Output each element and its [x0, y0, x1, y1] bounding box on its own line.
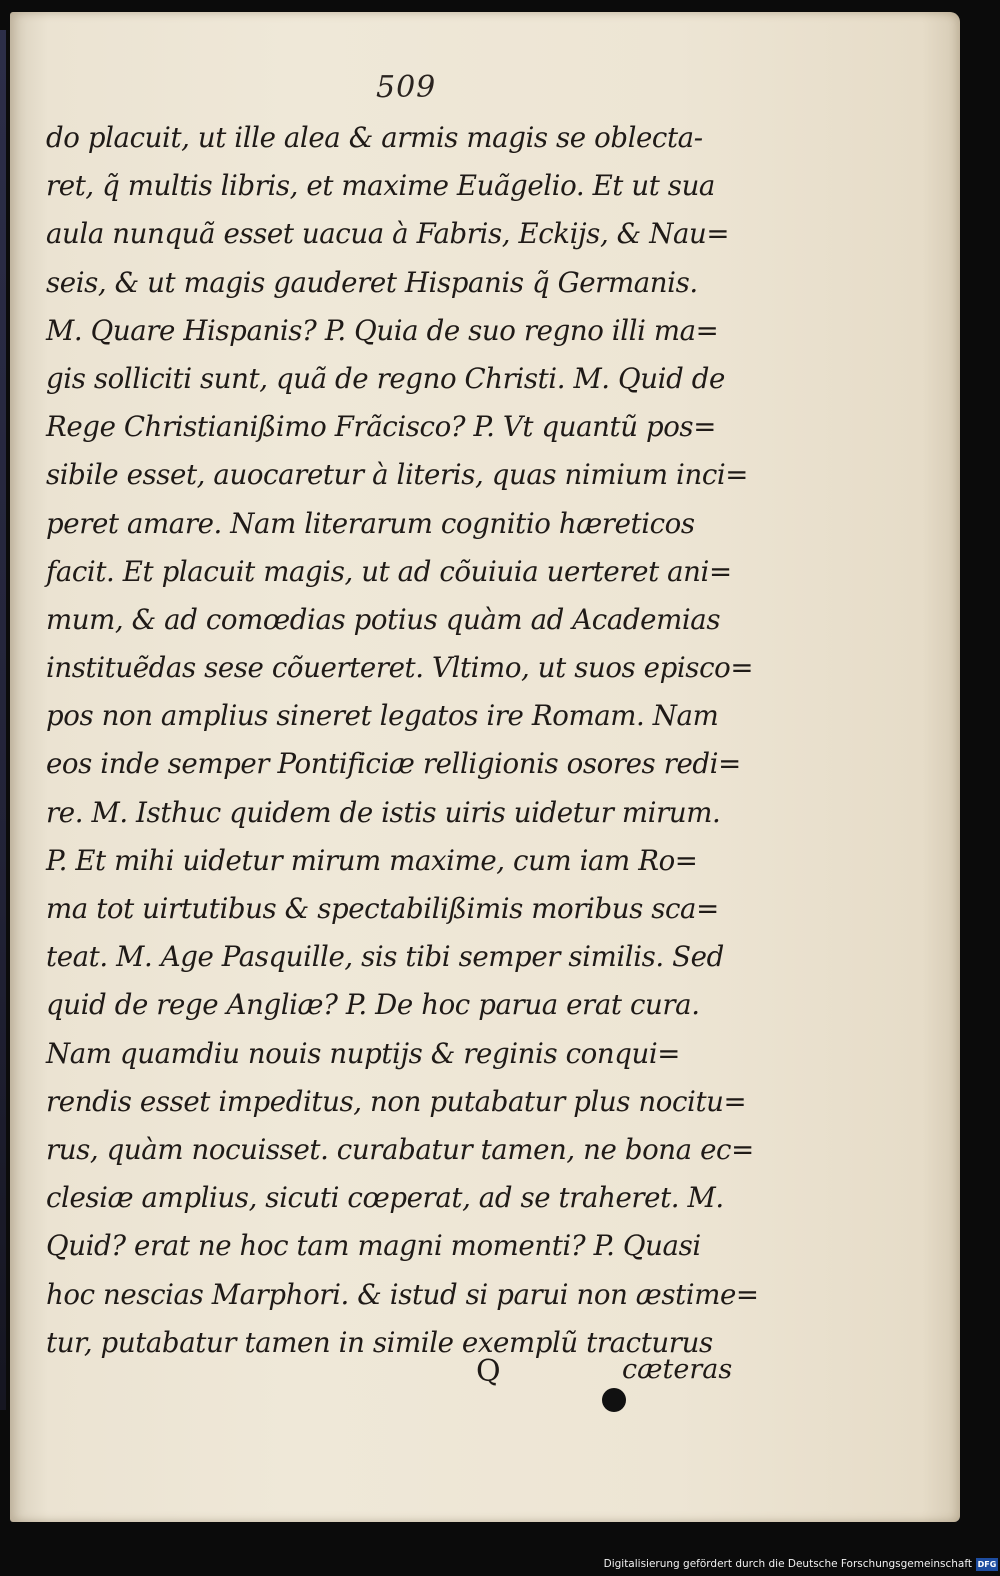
signature-mark: Q	[476, 1354, 501, 1389]
text-line: facit. Et placuit magis, ut ad cõuiuia uerteret ani=	[46, 554, 732, 588]
text-line: sibile esset, auocaretur à literis, quas nimium inci=	[46, 458, 749, 492]
text-line: aula nunquã esset uacua à Fabris, Eckijs, & Nau=	[46, 217, 730, 251]
text-line: M. Quare Hispanis? P. Quia de suo regno illi ma=	[46, 313, 719, 347]
text-line: clesiæ amplius, sicuti cœperat, ad se traheret. M.	[46, 1181, 724, 1215]
text-line: rus, quàm nocuisset. curabatur tamen, ne bona ec=	[46, 1132, 754, 1166]
digitization-credit: Digitalisierung gefördert durch die Deutsche Forschungsgemeinschaft	[603, 1558, 972, 1570]
ink-blot	[602, 1388, 626, 1412]
text-line: teat. M. Age Pasquille, sis tibi semper similis. Sed	[46, 940, 724, 974]
text-line: hoc nescias Marphori. & istud si parui non æstime=	[46, 1277, 759, 1311]
book-page	[10, 12, 960, 1522]
text-line: peret amare. Nam literarum cognitio hæreticos	[46, 506, 695, 540]
text-line: mum, & ad comœdias potius quàm ad Academias	[46, 602, 721, 636]
text-line: Nam quamdiu nouis nuptijs & reginis conqui=	[46, 1036, 681, 1070]
text-line: pos non amplius sineret legatos ire Romam. Nam	[46, 699, 719, 733]
text-line: P. Et mihi uidetur mirum maxime, cum iam Ro=	[46, 843, 698, 877]
text-line: tur, putabatur tamen in simile exemplũ tracturus	[46, 1325, 713, 1359]
text-line: instituẽdas sese cõuerteret. Vltimo, ut suos episco=	[46, 651, 754, 685]
text-line: eos inde semper Pontificiæ relligionis osores redi=	[46, 747, 741, 781]
text-line: seis, & ut magis gauderet Hispanis q̃ Germanis.	[46, 265, 698, 299]
binding-edge	[0, 30, 6, 1410]
text-line: quid de rege Angliæ? P. De hoc parua erat cura.	[46, 988, 700, 1022]
text-line: Rege Christianißimo Frãcisco? P. Vt quantũ pos=	[46, 410, 716, 444]
page-number: 509	[376, 70, 437, 105]
text-line: gis solliciti sunt, quã de regno Christi. M. Quid de	[46, 361, 725, 395]
text-line: re. M. Isthuc quidem de istis uiris uidetur mirum.	[46, 795, 721, 829]
text-line: do placuit, ut ille alea & armis magis se oblecta-	[46, 121, 703, 154]
catchword: cæteras	[622, 1354, 733, 1385]
text-line: rendis esset impeditus, non putabatur plus nocitu=	[46, 1084, 747, 1118]
body-text	[46, 114, 759, 1367]
text-line: ret, q̃ multis libris, et maxime Euãgelio. Et ut sua	[46, 169, 715, 203]
dfg-logo: DFG	[977, 1560, 997, 1569]
text-line: ma tot uirtutibus & spectabilißimis moribus sca=	[46, 892, 719, 925]
text-line: Quid? erat ne hoc tam magni momenti? P. Quasi	[46, 1229, 701, 1263]
